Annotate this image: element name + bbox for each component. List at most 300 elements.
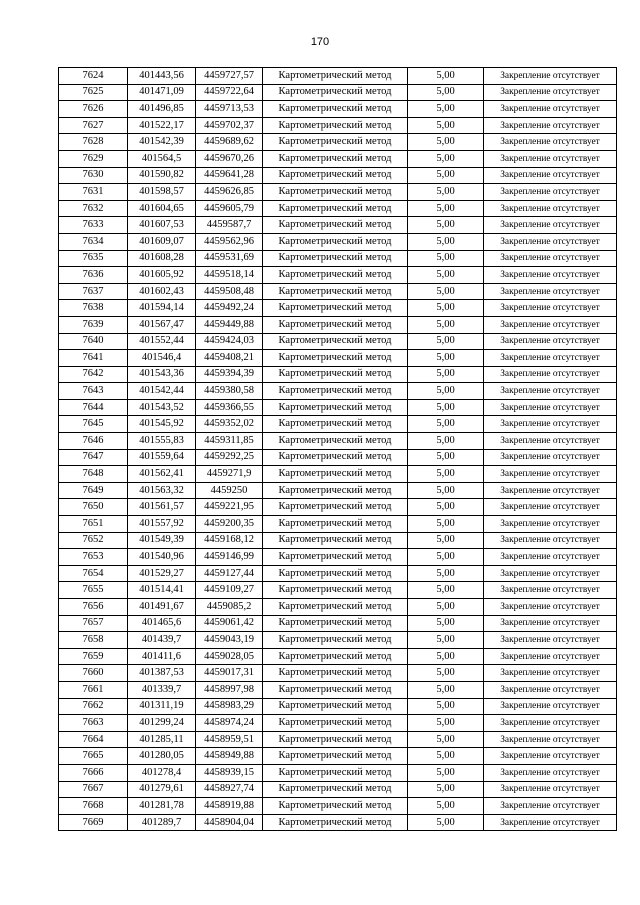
cell-point-number: 7646 xyxy=(59,433,128,450)
cell-fixing: Закрепление отсутствует xyxy=(484,184,617,201)
cell-method: Картометрический метод xyxy=(263,167,408,184)
cell-x-coordinate: 401608,28 xyxy=(128,250,196,267)
cell-y-coordinate: 4459449,88 xyxy=(196,316,263,333)
table-row xyxy=(59,466,617,483)
cell-fixing: Закрепление отсутствует xyxy=(484,781,617,798)
cell-point-number: 7635 xyxy=(59,250,128,267)
coordinates-table-body xyxy=(59,68,617,831)
cell-y-coordinate: 4459043,19 xyxy=(196,632,263,649)
cell-point-number: 7667 xyxy=(59,781,128,798)
cell-x-coordinate: 401387,53 xyxy=(128,665,196,682)
cell-x-coordinate: 401542,39 xyxy=(128,134,196,151)
cell-accuracy: 5,00 xyxy=(408,814,484,831)
cell-method: Картометрический метод xyxy=(263,748,408,765)
cell-accuracy: 5,00 xyxy=(408,748,484,765)
cell-y-coordinate: 4459394,39 xyxy=(196,366,263,383)
cell-y-coordinate: 4459311,85 xyxy=(196,433,263,450)
cell-x-coordinate: 401602,43 xyxy=(128,283,196,300)
cell-fixing: Закрепление отсутствует xyxy=(484,698,617,715)
cell-fixing: Закрепление отсутствует xyxy=(484,316,617,333)
cell-y-coordinate: 4459689,62 xyxy=(196,134,263,151)
cell-x-coordinate: 401311,19 xyxy=(128,698,196,715)
cell-x-coordinate: 401562,41 xyxy=(128,466,196,483)
cell-y-coordinate: 4459146,99 xyxy=(196,549,263,566)
cell-point-number: 7660 xyxy=(59,665,128,682)
table-row xyxy=(59,383,617,400)
cell-point-number: 7666 xyxy=(59,764,128,781)
cell-point-number: 7625 xyxy=(59,84,128,101)
table-row xyxy=(59,150,617,167)
cell-method: Картометрический метод xyxy=(263,117,408,134)
cell-fixing: Закрепление отсутствует xyxy=(484,150,617,167)
cell-fixing: Закрепление отсутствует xyxy=(484,200,617,217)
cell-point-number: 7650 xyxy=(59,499,128,516)
cell-point-number: 7658 xyxy=(59,632,128,649)
cell-fixing: Закрепление отсутствует xyxy=(484,134,617,151)
cell-fixing: Закрепление отсутствует xyxy=(484,565,617,582)
cell-method: Картометрический метод xyxy=(263,233,408,250)
cell-accuracy: 5,00 xyxy=(408,200,484,217)
cell-accuracy: 5,00 xyxy=(408,599,484,616)
table-row xyxy=(59,316,617,333)
cell-accuracy: 5,00 xyxy=(408,283,484,300)
cell-method: Картометрический метод xyxy=(263,781,408,798)
cell-method: Картометрический метод xyxy=(263,599,408,616)
table-row xyxy=(59,599,617,616)
table-row xyxy=(59,333,617,350)
cell-point-number: 7627 xyxy=(59,117,128,134)
cell-fixing: Закрепление отсутствует xyxy=(484,267,617,284)
cell-point-number: 7655 xyxy=(59,582,128,599)
cell-accuracy: 5,00 xyxy=(408,350,484,367)
cell-y-coordinate: 4459492,24 xyxy=(196,300,263,317)
table-row xyxy=(59,499,617,516)
cell-accuracy: 5,00 xyxy=(408,698,484,715)
cell-fixing: Закрепление отсутствует xyxy=(484,731,617,748)
cell-y-coordinate: 4459380,58 xyxy=(196,383,263,400)
cell-y-coordinate: 4459017,31 xyxy=(196,665,263,682)
cell-fixing: Закрепление отсутствует xyxy=(484,300,617,317)
cell-x-coordinate: 401411,6 xyxy=(128,648,196,665)
cell-point-number: 7643 xyxy=(59,383,128,400)
table-row xyxy=(59,516,617,533)
cell-fixing: Закрепление отсутствует xyxy=(484,333,617,350)
cell-method: Картометрический метод xyxy=(263,582,408,599)
cell-point-number: 7640 xyxy=(59,333,128,350)
cell-x-coordinate: 401285,11 xyxy=(128,731,196,748)
cell-accuracy: 5,00 xyxy=(408,665,484,682)
cell-x-coordinate: 401540,96 xyxy=(128,549,196,566)
cell-accuracy: 5,00 xyxy=(408,167,484,184)
cell-point-number: 7651 xyxy=(59,516,128,533)
table-row xyxy=(59,482,617,499)
cell-point-number: 7668 xyxy=(59,798,128,815)
cell-point-number: 7641 xyxy=(59,350,128,367)
cell-y-coordinate: 4458959,51 xyxy=(196,731,263,748)
cell-accuracy: 5,00 xyxy=(408,316,484,333)
cell-y-coordinate: 4459168,12 xyxy=(196,532,263,549)
cell-y-coordinate: 4459702,37 xyxy=(196,117,263,134)
table-row xyxy=(59,532,617,549)
cell-method: Картометрический метод xyxy=(263,482,408,499)
table-row xyxy=(59,715,617,732)
cell-accuracy: 5,00 xyxy=(408,134,484,151)
cell-method: Картометрический метод xyxy=(263,764,408,781)
table-row xyxy=(59,449,617,466)
cell-method: Картометрический метод xyxy=(263,565,408,582)
cell-x-coordinate: 401604,65 xyxy=(128,200,196,217)
cell-fixing: Закрепление отсутствует xyxy=(484,217,617,234)
table-row xyxy=(59,233,617,250)
cell-fixing: Закрепление отсутствует xyxy=(484,599,617,616)
table-row xyxy=(59,615,617,632)
cell-y-coordinate: 4459587,7 xyxy=(196,217,263,234)
cell-method: Картометрический метод xyxy=(263,217,408,234)
cell-y-coordinate: 4459518,14 xyxy=(196,267,263,284)
cell-accuracy: 5,00 xyxy=(408,267,484,284)
cell-x-coordinate: 401289,7 xyxy=(128,814,196,831)
cell-x-coordinate: 401465,6 xyxy=(128,615,196,632)
cell-y-coordinate: 4459727,57 xyxy=(196,68,263,85)
cell-x-coordinate: 401559,64 xyxy=(128,449,196,466)
cell-fixing: Закрепление отсутствует xyxy=(484,250,617,267)
cell-fixing: Закрепление отсутствует xyxy=(484,466,617,483)
cell-y-coordinate: 4459085,2 xyxy=(196,599,263,616)
cell-method: Картометрический метод xyxy=(263,250,408,267)
cell-method: Картометрический метод xyxy=(263,516,408,533)
cell-point-number: 7636 xyxy=(59,267,128,284)
cell-point-number: 7631 xyxy=(59,184,128,201)
cell-fixing: Закрепление отсутствует xyxy=(484,117,617,134)
cell-fixing: Закрепление отсутствует xyxy=(484,416,617,433)
cell-method: Картометрический метод xyxy=(263,681,408,698)
table-row xyxy=(59,549,617,566)
table-row xyxy=(59,283,617,300)
cell-fixing: Закрепление отсутствует xyxy=(484,283,617,300)
cell-fixing: Закрепление отсутствует xyxy=(484,233,617,250)
cell-method: Картометрический метод xyxy=(263,416,408,433)
cell-method: Картометрический метод xyxy=(263,383,408,400)
cell-accuracy: 5,00 xyxy=(408,250,484,267)
cell-accuracy: 5,00 xyxy=(408,68,484,85)
cell-method: Картометрический метод xyxy=(263,632,408,649)
cell-x-coordinate: 401439,7 xyxy=(128,632,196,649)
cell-method: Картометрический метод xyxy=(263,798,408,815)
cell-point-number: 7638 xyxy=(59,300,128,317)
table-row xyxy=(59,764,617,781)
cell-accuracy: 5,00 xyxy=(408,217,484,234)
cell-method: Картометрический метод xyxy=(263,300,408,317)
cell-accuracy: 5,00 xyxy=(408,565,484,582)
cell-y-coordinate: 4459200,35 xyxy=(196,516,263,533)
cell-method: Картометрический метод xyxy=(263,532,408,549)
cell-y-coordinate: 4459061,42 xyxy=(196,615,263,632)
cell-x-coordinate: 401299,24 xyxy=(128,715,196,732)
cell-point-number: 7662 xyxy=(59,698,128,715)
cell-point-number: 7624 xyxy=(59,68,128,85)
cell-method: Картометрический метод xyxy=(263,316,408,333)
cell-fixing: Закрепление отсутствует xyxy=(484,814,617,831)
table-row xyxy=(59,399,617,416)
cell-accuracy: 5,00 xyxy=(408,101,484,118)
table-row xyxy=(59,433,617,450)
table-row xyxy=(59,184,617,201)
cell-method: Картометрический метод xyxy=(263,200,408,217)
cell-fixing: Закрепление отсутствует xyxy=(484,68,617,85)
cell-y-coordinate: 4459109,27 xyxy=(196,582,263,599)
cell-y-coordinate: 4459250 xyxy=(196,482,263,499)
cell-x-coordinate: 401557,92 xyxy=(128,516,196,533)
cell-point-number: 7653 xyxy=(59,549,128,566)
cell-x-coordinate: 401590,82 xyxy=(128,167,196,184)
cell-accuracy: 5,00 xyxy=(408,150,484,167)
cell-fixing: Закрепление отсутствует xyxy=(484,433,617,450)
cell-y-coordinate: 4459605,79 xyxy=(196,200,263,217)
cell-method: Картометрический метод xyxy=(263,449,408,466)
table-row xyxy=(59,698,617,715)
cell-method: Картометрический метод xyxy=(263,665,408,682)
cell-x-coordinate: 401563,32 xyxy=(128,482,196,499)
cell-fixing: Закрепление отсутствует xyxy=(484,764,617,781)
cell-point-number: 7642 xyxy=(59,366,128,383)
cell-point-number: 7657 xyxy=(59,615,128,632)
cell-fixing: Закрепление отсутствует xyxy=(484,167,617,184)
table-row xyxy=(59,366,617,383)
cell-accuracy: 5,00 xyxy=(408,582,484,599)
cell-method: Картометрический метод xyxy=(263,698,408,715)
cell-fixing: Закрепление отсутствует xyxy=(484,715,617,732)
cell-x-coordinate: 401279,61 xyxy=(128,781,196,798)
cell-method: Картометрический метод xyxy=(263,466,408,483)
cell-point-number: 7649 xyxy=(59,482,128,499)
cell-accuracy: 5,00 xyxy=(408,366,484,383)
cell-point-number: 7664 xyxy=(59,731,128,748)
cell-y-coordinate: 4459408,21 xyxy=(196,350,263,367)
cell-point-number: 7628 xyxy=(59,134,128,151)
cell-y-coordinate: 4459127,44 xyxy=(196,565,263,582)
cell-fixing: Закрепление отсутствует xyxy=(484,449,617,466)
cell-point-number: 7665 xyxy=(59,748,128,765)
cell-fixing: Закрепление отсутствует xyxy=(484,748,617,765)
cell-fixing: Закрепление отсутствует xyxy=(484,399,617,416)
cell-fixing: Закрепление отсутствует xyxy=(484,499,617,516)
cell-y-coordinate: 4458927,74 xyxy=(196,781,263,798)
cell-method: Картометрический метод xyxy=(263,84,408,101)
cell-fixing: Закрепление отсутствует xyxy=(484,101,617,118)
cell-accuracy: 5,00 xyxy=(408,615,484,632)
cell-y-coordinate: 4458919,88 xyxy=(196,798,263,815)
cell-accuracy: 5,00 xyxy=(408,333,484,350)
cell-x-coordinate: 401567,47 xyxy=(128,316,196,333)
cell-method: Картометрический метод xyxy=(263,549,408,566)
cell-x-coordinate: 401529,27 xyxy=(128,565,196,582)
cell-x-coordinate: 401555,83 xyxy=(128,433,196,450)
cell-method: Картометрический метод xyxy=(263,715,408,732)
table-row xyxy=(59,798,617,815)
cell-point-number: 7637 xyxy=(59,283,128,300)
table-row xyxy=(59,681,617,698)
cell-fixing: Закрепление отсутствует xyxy=(484,798,617,815)
cell-accuracy: 5,00 xyxy=(408,532,484,549)
cell-method: Картометрический метод xyxy=(263,648,408,665)
cell-accuracy: 5,00 xyxy=(408,731,484,748)
cell-method: Картометрический метод xyxy=(263,134,408,151)
cell-point-number: 7633 xyxy=(59,217,128,234)
cell-fixing: Закрепление отсутствует xyxy=(484,532,617,549)
cell-x-coordinate: 401545,92 xyxy=(128,416,196,433)
cell-y-coordinate: 4458939,15 xyxy=(196,764,263,781)
cell-fixing: Закрепление отсутствует xyxy=(484,366,617,383)
cell-accuracy: 5,00 xyxy=(408,482,484,499)
cell-x-coordinate: 401543,36 xyxy=(128,366,196,383)
cell-point-number: 7630 xyxy=(59,167,128,184)
cell-fixing: Закрепление отсутствует xyxy=(484,615,617,632)
cell-x-coordinate: 401598,57 xyxy=(128,184,196,201)
table-row xyxy=(59,731,617,748)
table-row xyxy=(59,781,617,798)
cell-point-number: 7632 xyxy=(59,200,128,217)
cell-accuracy: 5,00 xyxy=(408,399,484,416)
cell-method: Картометрический метод xyxy=(263,366,408,383)
cell-method: Картометрический метод xyxy=(263,333,408,350)
cell-x-coordinate: 401281,78 xyxy=(128,798,196,815)
cell-accuracy: 5,00 xyxy=(408,466,484,483)
cell-method: Картометрический метод xyxy=(263,615,408,632)
cell-method: Картометрический метод xyxy=(263,101,408,118)
coordinates-table xyxy=(58,67,617,831)
cell-x-coordinate: 401522,17 xyxy=(128,117,196,134)
cell-fixing: Закрепление отсутствует xyxy=(484,516,617,533)
cell-x-coordinate: 401542,44 xyxy=(128,383,196,400)
cell-y-coordinate: 4459562,96 xyxy=(196,233,263,250)
cell-accuracy: 5,00 xyxy=(408,433,484,450)
table-row xyxy=(59,350,617,367)
cell-x-coordinate: 401543,52 xyxy=(128,399,196,416)
table-row xyxy=(59,267,617,284)
cell-y-coordinate: 4458974,24 xyxy=(196,715,263,732)
cell-y-coordinate: 4458983,29 xyxy=(196,698,263,715)
cell-accuracy: 5,00 xyxy=(408,117,484,134)
cell-x-coordinate: 401491,67 xyxy=(128,599,196,616)
cell-fixing: Закрепление отсутствует xyxy=(484,549,617,566)
cell-accuracy: 5,00 xyxy=(408,549,484,566)
cell-y-coordinate: 4458997,98 xyxy=(196,681,263,698)
table-row xyxy=(59,84,617,101)
table-row xyxy=(59,582,617,599)
cell-accuracy: 5,00 xyxy=(408,233,484,250)
cell-fixing: Закрепление отсутствует xyxy=(484,350,617,367)
table-row xyxy=(59,416,617,433)
cell-y-coordinate: 4459722,64 xyxy=(196,84,263,101)
cell-method: Картометрический метод xyxy=(263,267,408,284)
cell-accuracy: 5,00 xyxy=(408,632,484,649)
cell-accuracy: 5,00 xyxy=(408,516,484,533)
cell-y-coordinate: 4459028,05 xyxy=(196,648,263,665)
cell-method: Картометрический метод xyxy=(263,814,408,831)
cell-point-number: 7647 xyxy=(59,449,128,466)
cell-accuracy: 5,00 xyxy=(408,648,484,665)
cell-y-coordinate: 4458949,88 xyxy=(196,748,263,765)
table-row xyxy=(59,250,617,267)
table-row xyxy=(59,68,617,85)
cell-x-coordinate: 401564,5 xyxy=(128,150,196,167)
cell-y-coordinate: 4459366,55 xyxy=(196,399,263,416)
cell-accuracy: 5,00 xyxy=(408,300,484,317)
cell-y-coordinate: 4459508,48 xyxy=(196,283,263,300)
cell-point-number: 7648 xyxy=(59,466,128,483)
cell-point-number: 7663 xyxy=(59,715,128,732)
cell-x-coordinate: 401594,14 xyxy=(128,300,196,317)
cell-method: Картометрический метод xyxy=(263,731,408,748)
cell-point-number: 7644 xyxy=(59,399,128,416)
cell-y-coordinate: 4459221,95 xyxy=(196,499,263,516)
cell-point-number: 7654 xyxy=(59,565,128,582)
page-number: 170 xyxy=(310,36,330,48)
cell-method: Картометрический метод xyxy=(263,150,408,167)
cell-y-coordinate: 4459352,02 xyxy=(196,416,263,433)
cell-point-number: 7629 xyxy=(59,150,128,167)
cell-y-coordinate: 4459292,25 xyxy=(196,449,263,466)
cell-method: Картометрический метод xyxy=(263,433,408,450)
cell-method: Картометрический метод xyxy=(263,68,408,85)
cell-method: Картометрический метод xyxy=(263,499,408,516)
table-row xyxy=(59,632,617,649)
cell-y-coordinate: 4459424,03 xyxy=(196,333,263,350)
cell-fixing: Закрепление отсутствует xyxy=(484,383,617,400)
cell-x-coordinate: 401278,4 xyxy=(128,764,196,781)
table-row xyxy=(59,117,617,134)
table-row xyxy=(59,134,617,151)
cell-point-number: 7669 xyxy=(59,814,128,831)
cell-x-coordinate: 401607,53 xyxy=(128,217,196,234)
table-row xyxy=(59,648,617,665)
cell-fixing: Закрепление отсутствует xyxy=(484,681,617,698)
cell-accuracy: 5,00 xyxy=(408,681,484,698)
cell-point-number: 7626 xyxy=(59,101,128,118)
cell-point-number: 7634 xyxy=(59,233,128,250)
cell-fixing: Закрепление отсутствует xyxy=(484,482,617,499)
cell-point-number: 7645 xyxy=(59,416,128,433)
cell-accuracy: 5,00 xyxy=(408,499,484,516)
table-row xyxy=(59,200,617,217)
cell-x-coordinate: 401552,44 xyxy=(128,333,196,350)
cell-x-coordinate: 401471,09 xyxy=(128,84,196,101)
cell-y-coordinate: 4458904,04 xyxy=(196,814,263,831)
table-row xyxy=(59,217,617,234)
table-row xyxy=(59,565,617,582)
cell-fixing: Закрепление отсутствует xyxy=(484,648,617,665)
cell-y-coordinate: 4459531,69 xyxy=(196,250,263,267)
cell-x-coordinate: 401443,56 xyxy=(128,68,196,85)
cell-y-coordinate: 4459626,85 xyxy=(196,184,263,201)
cell-x-coordinate: 401546,4 xyxy=(128,350,196,367)
cell-x-coordinate: 401605,92 xyxy=(128,267,196,284)
cell-y-coordinate: 4459670,26 xyxy=(196,150,263,167)
cell-x-coordinate: 401496,85 xyxy=(128,101,196,118)
cell-fixing: Закрепление отсутствует xyxy=(484,632,617,649)
cell-method: Картометрический метод xyxy=(263,184,408,201)
cell-point-number: 7639 xyxy=(59,316,128,333)
cell-accuracy: 5,00 xyxy=(408,764,484,781)
table-row xyxy=(59,101,617,118)
cell-method: Картометрический метод xyxy=(263,399,408,416)
cell-accuracy: 5,00 xyxy=(408,798,484,815)
cell-x-coordinate: 401339,7 xyxy=(128,681,196,698)
cell-accuracy: 5,00 xyxy=(408,715,484,732)
cell-accuracy: 5,00 xyxy=(408,84,484,101)
cell-point-number: 7659 xyxy=(59,648,128,665)
cell-accuracy: 5,00 xyxy=(408,449,484,466)
